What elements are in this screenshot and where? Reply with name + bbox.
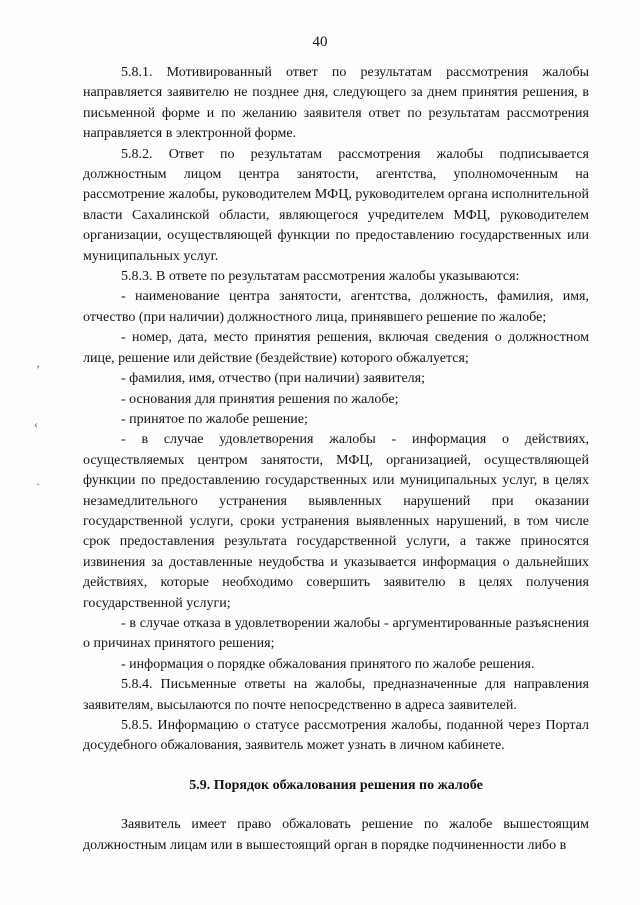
list-item: - наименование центра занятости, агентства, должность, фамилия, имя, отчество (при наличии) должностного лица, принявшего решение по жалобе;	[83, 289, 589, 325]
scan-margin-mark: ‹	[34, 417, 38, 431]
list-item: - в случае удовлетворения жалобы - информация о действиях, осуществляемых центром занятости, МФЦ, организацией, осуществляющей функции по предоставлению государственных или муниципальных услуг, в целях незамедлительного устранения выявленных нарушений при оказании государственной услуги, сроки устранения выявленных нарушений, в том числе срок предоставления результата государственной услуги, а также приносятся извинения за доставленные неудобства и указывается информация о дальнейших действиях, которые необходимо совершить заявителю в целях получения государственной услуги;	[83, 432, 589, 611]
paragraph-5-8-3: 5.8.3. В ответе по результатам рассмотрения жалобы указываются:	[121, 269, 520, 285]
paragraph-5-8-5: 5.8.5. Информацию о статусе рассмотрения жалобы, поданной через Портал досудебного обжалования, заявитель может узнать в личном кабинете.	[83, 718, 589, 754]
document-body	[83, 63, 589, 856]
paragraph-5-8-1: 5.8.1. Мотивированный ответ по результатам рассмотрения жалобы направляется заявителю не позднее дня, следующего за днем принятия решения, в письменной форме и по желанию заявителя ответ по результатам рассмотрения направляется в электронной форме.	[83, 65, 589, 142]
list-item: - номер, дата, место принятия решения, включая сведения о должностном лице, решение или действие (бездействие) которого обжалуется;	[83, 330, 589, 366]
section-heading-5-9: 5.9. Порядок обжалования решения по жалобе	[189, 777, 483, 793]
paragraph-5-9: Заявитель имеет право обжаловать решение по жалобе вышестоящим должностным лицам или в вышестоящий орган в порядке подчиненности либо в	[83, 817, 589, 853]
list-item: - фамилия, имя, отчество (при наличии) заявителя;	[121, 371, 425, 387]
paragraph-5-8-2: 5.8.2. Ответ по результатам рассмотрения жалобы подписывается должностным лицом центра занятости, агентства, уполномоченным на рассмотрение жалобы, руководителем МФЦ, руководителем органа исполнительной власти Сахалинской области, являющегося учредителем МФЦ, руководителем организации, осуществляющей функции по предоставлению государственных или муниципальных услуг.	[83, 146, 589, 264]
scan-margin-mark: ’	[36, 362, 40, 376]
list-item: - принятое по жалобе решение;	[121, 411, 308, 427]
page-number: 40	[312, 34, 328, 50]
list-item: - информация о порядке обжалования принятого по жалобе решения.	[121, 656, 535, 672]
list-item: - основания для принятия решения по жалобе;	[121, 391, 399, 407]
paragraph-5-8-4: 5.8.4. Письменные ответы на жалобы, предназначенные для направления заявителям, высылаются по почте непосредственно в адреса заявителей.	[83, 677, 589, 713]
list-item: - в случае отказа в удовлетворении жалобы - аргументированные разъяснения о причинах принятого решения;	[83, 615, 589, 652]
scan-margin-mark: ·	[36, 477, 40, 491]
